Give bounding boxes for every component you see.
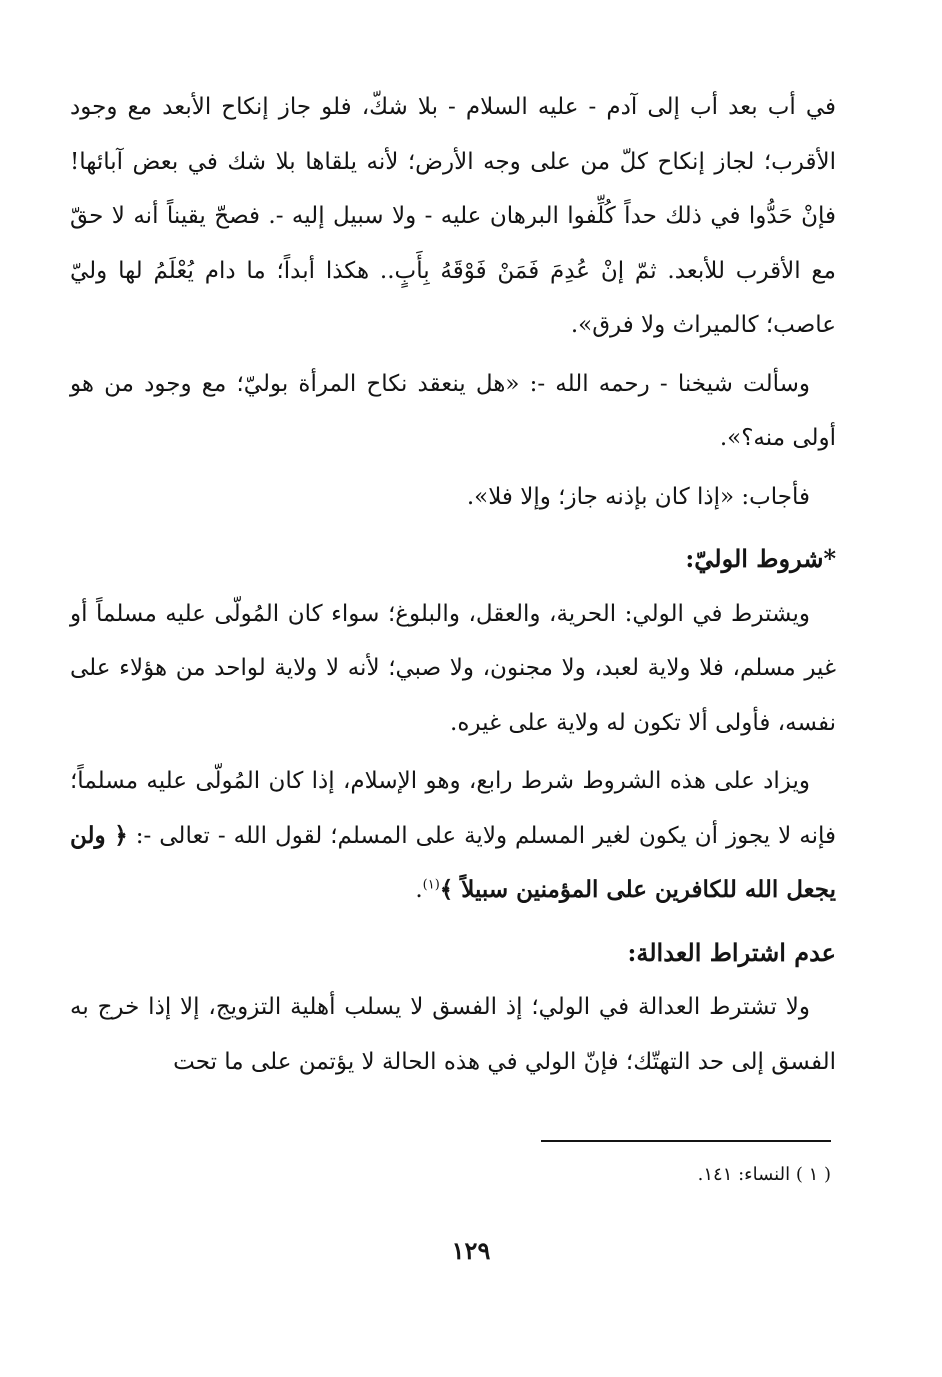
section-heading-wali-conditions bbox=[70, 532, 836, 587]
footnote: ( ١ ) النساء: ١٤١. bbox=[697, 1164, 831, 1185]
paragraph-2: وسألت شيخنا - رحمه الله -: «هل ينعقد نكاح المرأة بوليّ؛ مع وجود من هو أولى منه؟». bbox=[70, 370, 836, 451]
footnote-reference: (١) bbox=[422, 877, 440, 893]
paragraph-5 bbox=[70, 754, 836, 918]
verse-end: . bbox=[415, 877, 423, 903]
paragraph-4: ويشترط في الولي: الحرية، والعقل، والبلوغ؛ سواء كان المُولّى عليه مسلماً أو غير مسلم، فلا ولاية لعبد، ولا مجنون، ولا صبي؛ لأنه لا ولاية لواحد من هؤلاء على نفسه، فأولى ألا تكون له ولاية على غيره. bbox=[70, 600, 836, 736]
paragraph-6: ولا تشترط العدالة في الولي؛ إذ الفسق لا يسلب أهلية التزويج، إلا إذا خرج به الفسق إلى حد التهتّك؛ فإنّ الولي في هذه الحالة لا يؤتمن على ما تحت bbox=[70, 994, 836, 1075]
footnote-divider bbox=[541, 1140, 831, 1142]
asterisk-marker: * bbox=[823, 544, 836, 573]
section-heading-justice: عدم اشتراط العدالة: bbox=[627, 937, 836, 967]
page-body bbox=[70, 80, 836, 1089]
heading-text: شروط الوليّ: bbox=[685, 544, 824, 573]
paragraph-3: فأجاب: «إذا كان بإذنه جاز؛ وإلا فلا». bbox=[466, 483, 810, 510]
paragraph-5-text: ويزاد على هذه الشروط شرط رابع، وهو الإسلام، إذا كان المُولّى عليه مسلماً؛ فإنه لا يجوز أن يكون لغير المسلم ولاية على المسلم؛ لقول الله - تعالى -: bbox=[70, 768, 837, 849]
quran-verse: ﴿ ولن يجعل الله للكافرين على المؤمنين سبيلاً ﴾ bbox=[70, 821, 836, 903]
page-number: ١٢٩ bbox=[451, 1236, 491, 1265]
paragraph-1: في أب بعد أب إلى آدم - عليه السلام - بلا شكّ، فلو جاز إنكاح الأبعد مع وجود الأقرب؛ لجاز إنكاح كلّ من على وجه الأرض؛ لأنه يلقاها بلا شك في بعض آبائها! فإنْ حَدُّوا في ذلك حداً كُلِّفوا البرهان عليه - ولا سبيل إليه -. فصحّ يقيناً أنه لا حقّ مع الأقرب للأبعد. ثمّ إنْ عُدِمَ فَمَنْ فَوْقَهُ بِأَبٍ.. هكذا أبداً؛ ما دام يُعْلَمُ لها وليّ عاصب؛ كالميراث ولا فرق». bbox=[70, 94, 836, 338]
